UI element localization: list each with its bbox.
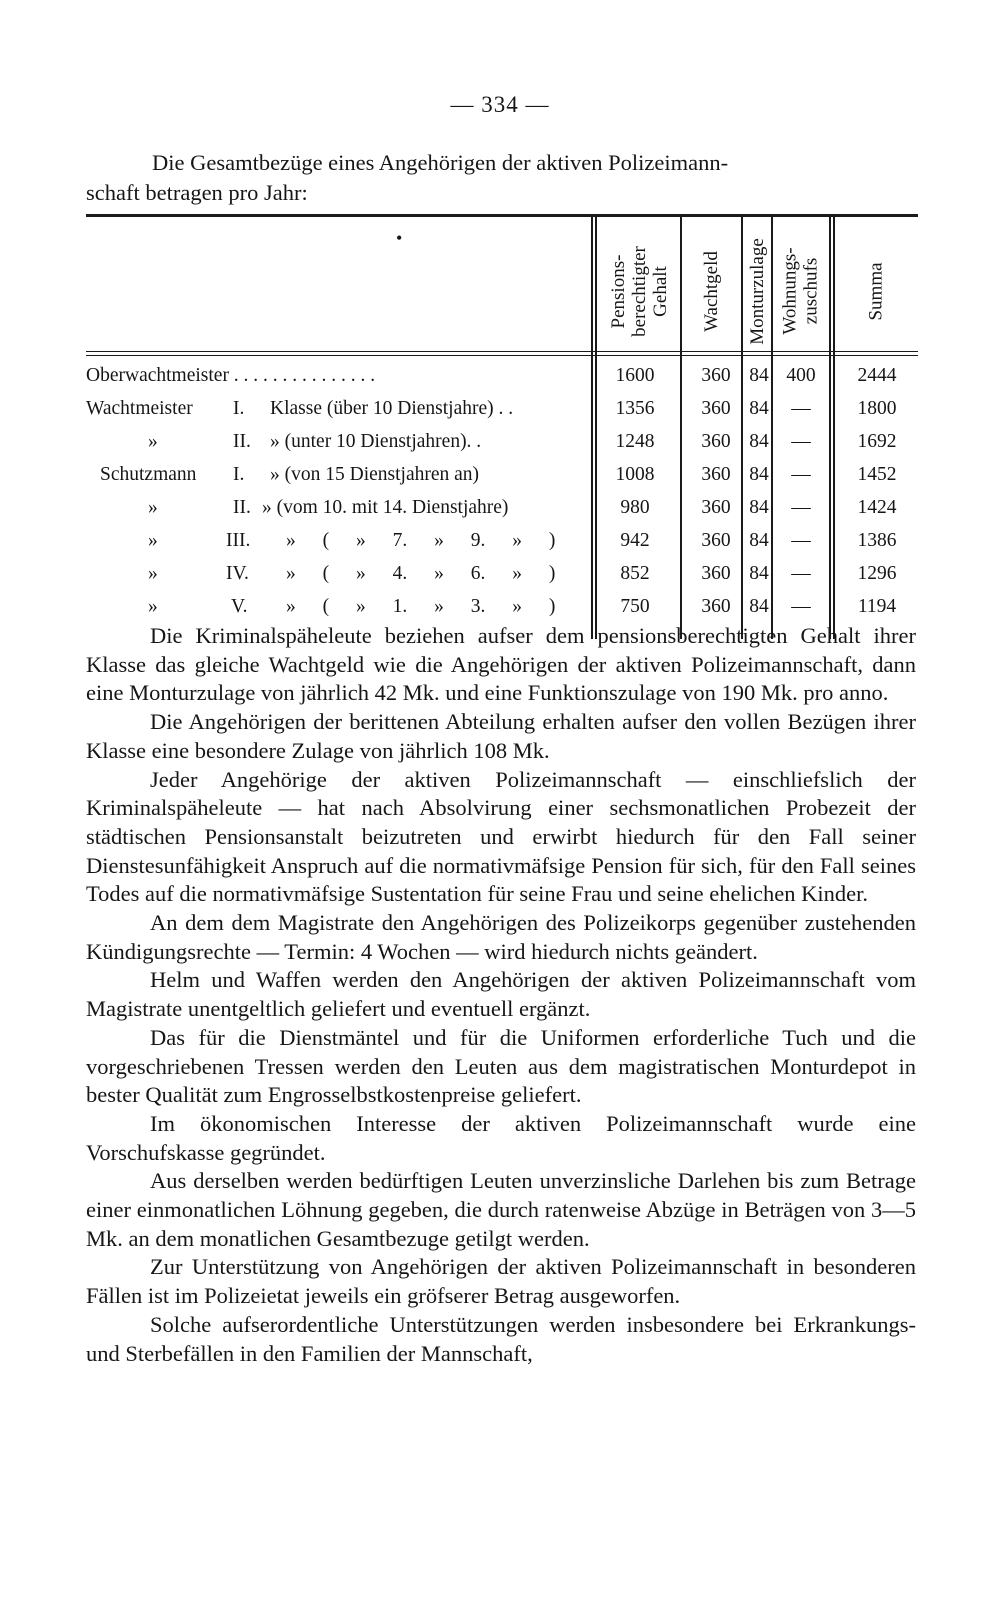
salary-table [86,214,918,639]
pension-value: 1600 [615,365,655,386]
paragraph: Jeder Angehörige der aktiven Polizeimannschaft — einschliefslich der Kriminalspäheleute — hat nach Absolvirung einer sechsmonatlichen Probezeit der städtischen Pensionsanstalt beizutreten und erwirbt hiedurch für den Fall seiner Dienstesunfähigkeit Anspruch auf die normativmäfsige Pension für sich, für den Fall seines Todes auf die normativmäfsige Sustentation für seine Frau und seine ehelichen Kinder. [86,766,916,907]
summa-value: 1424 [857,497,897,518]
rank-class: III. [226,530,251,551]
intro-line-2: schaft betragen pro Jahr: [86,180,308,205]
header-summa-label: Summa [865,261,887,321]
paragraph: Helm und Waffen werden den Angehörigen der aktiven Polizeimannschaft vom Magistrate unentgeltlich geliefert und eventuell ergänzt. [86,967,916,1022]
wachtgeld-value: 360 [701,464,731,485]
rank-description: » (unter 10 Dienstjahren). . [270,431,482,452]
header-pension-label: Pensions- berechtigter Gehalt [607,245,671,337]
montur-value: 84 [749,497,769,518]
rank-description: » ( » 4. » 6. » ) [286,563,556,584]
table-row [86,559,918,592]
pension-value: 1248 [615,431,655,452]
rank-description: » (vom 10. mit 14. Dienstjahre) [262,497,509,518]
wohnung-value: — [791,464,811,485]
table-row [86,427,918,460]
summa-value: 1386 [857,530,897,551]
wachtgeld-value: 360 [701,398,731,419]
header-pension [599,220,679,362]
header-monturzulage [743,220,771,362]
header-wohnungszuschuss-label: Wohnungs- zuschufs [780,247,823,335]
wachtgeld-value: 360 [701,563,731,584]
rank-name: » [148,431,158,452]
montur-value: 84 [749,596,769,617]
table-row [86,526,918,559]
table-top-rule [86,214,918,217]
rank-class: I. [233,398,245,419]
wachtgeld-value: 360 [701,431,731,452]
rank-name: » [148,563,158,584]
paragraph: Das für die Dienstmäntel und für die Uniformen erforderliche Tuch und die vorgeschriebenen Tressen werden den Leuten aus dem magistratischen Monturdepot in bester Qualität zum Engrosselbstkostenpreise geliefert. [86,1024,916,1108]
montur-value: 84 [749,431,769,452]
rank-description: » ( » 1. » 3. » ) [286,596,556,617]
wachtgeld-value: 360 [701,497,731,518]
rank-class: II. [233,431,251,452]
header-wachtgeld [683,220,739,362]
paragraph: Aus derselben werden bedürftigen Leuten unverzinsliche Darlehen bis zum Betrage einer einmonatlichen Löhnung gegeben, die durch ratenweise Abzüge in Beträgen von 3—5 Mk. an dem monatlichen Gesamtbezuge getilgt werden. [86,1168,916,1251]
pension-value: 942 [620,530,650,551]
rank-name: Schutzmann [100,464,197,485]
table-row [86,493,918,526]
summa-value: 1296 [857,563,897,584]
wachtgeld-value: 360 [701,596,731,617]
rank-name: Wachtmeister [86,398,193,419]
table-row [86,592,918,625]
intro-text [86,148,916,208]
wohnung-value: — [791,530,811,551]
paragraph: Die Kriminalspäheleute beziehen aufser dem pensionsberechtigten Gehalt ihrer Klasse das gleiche Wachtgeld wie die Angehörigen der aktiven Polizeimannschaft, dann eine Monturzulage von jährlich 42 Mk. und eine Funktionszulage von 190 Mk. pro anno. [86,623,916,706]
rank-class: V. [231,596,248,617]
rank-class: I. [233,464,245,485]
header-wohnungszuschuss [774,220,828,362]
paragraph: Zur Unterstützung von Angehörigen der aktiven Polizeimannschaft in besonderen Fällen ist im Polizeietat jeweils ein gröfserer Betrag ausgeworfen. [86,1254,916,1309]
pension-value: 852 [620,563,650,584]
montur-value: 84 [749,563,769,584]
wohnung-value: — [791,431,811,452]
paragraph: Solche aufserordentliche Unterstützungen werden insbesondere bei Erkrankungs- und Sterbefällen in den Familien der Mannschaft, [86,1311,916,1366]
rank-name: » [148,596,158,617]
summa-value: 2444 [857,365,897,386]
rank-description: » (von 15 Dienstjahren an) [270,464,480,485]
montur-value: 84 [749,464,769,485]
table-row [86,394,918,427]
header-monturzulage-label: Monturzulage [746,237,768,345]
montur-value: 84 [749,398,769,419]
rank-name: » [148,497,158,518]
rank-name: » [148,530,158,551]
pension-value: 1356 [615,398,655,419]
montur-value: 84 [749,530,769,551]
rank-description: » ( » 7. » 9. » ) [286,530,556,551]
paragraph: Im ökonomischen Interesse der aktiven Polizeimannschaft wurde eine Vorschufskasse gegründet. [86,1110,916,1165]
wachtgeld-value: 360 [701,530,731,551]
summa-value: 1692 [857,431,897,452]
rank-class: IV. [226,563,249,584]
rank-description: Klasse (über 10 Dienstjahre) . . [270,398,514,419]
header-wachtgeld-label: Wachtgeld [700,250,722,332]
pension-value: 1008 [615,464,655,485]
pension-value: 980 [620,497,650,518]
intro-line-1: Die Gesamtbezüge eines Angehörigen der aktiven Polizeimann- [152,150,729,175]
summa-value: 1452 [857,464,897,485]
summa-value: 1194 [857,596,897,617]
table-dot-mark: • [396,228,403,248]
body-text [86,622,916,1368]
wohnung-value: — [791,596,811,617]
rank-class: II. [233,497,251,518]
rank-name: Oberwachtmeister . . . . . . . . . . . . . . . [86,365,376,386]
page-number: — 334 — [450,92,550,117]
wohnung-value: — [791,398,811,419]
wohnung-value: 400 [786,365,816,386]
table-row [86,361,918,394]
wachtgeld-value: 360 [701,365,731,386]
paragraph: An dem dem Magistrate den Angehörigen des Polizeikorps gegenüber zustehenden Kündigungsrechte — Termin: 4 Wochen — wird hiedurch nichts geändert. [86,910,916,964]
header-summa [836,220,916,362]
paragraph: Die Angehörigen der berittenen Abteilung erhalten aufser den vollen Bezügen ihrer Klasse eine besondere Zulage von jährlich 108 Mk. [86,709,916,763]
montur-value: 84 [749,365,769,386]
pension-value: 750 [620,596,650,617]
wohnung-value: — [791,497,811,518]
summa-value: 1800 [857,398,897,419]
wohnung-value: — [791,563,811,584]
table-row [86,460,918,493]
